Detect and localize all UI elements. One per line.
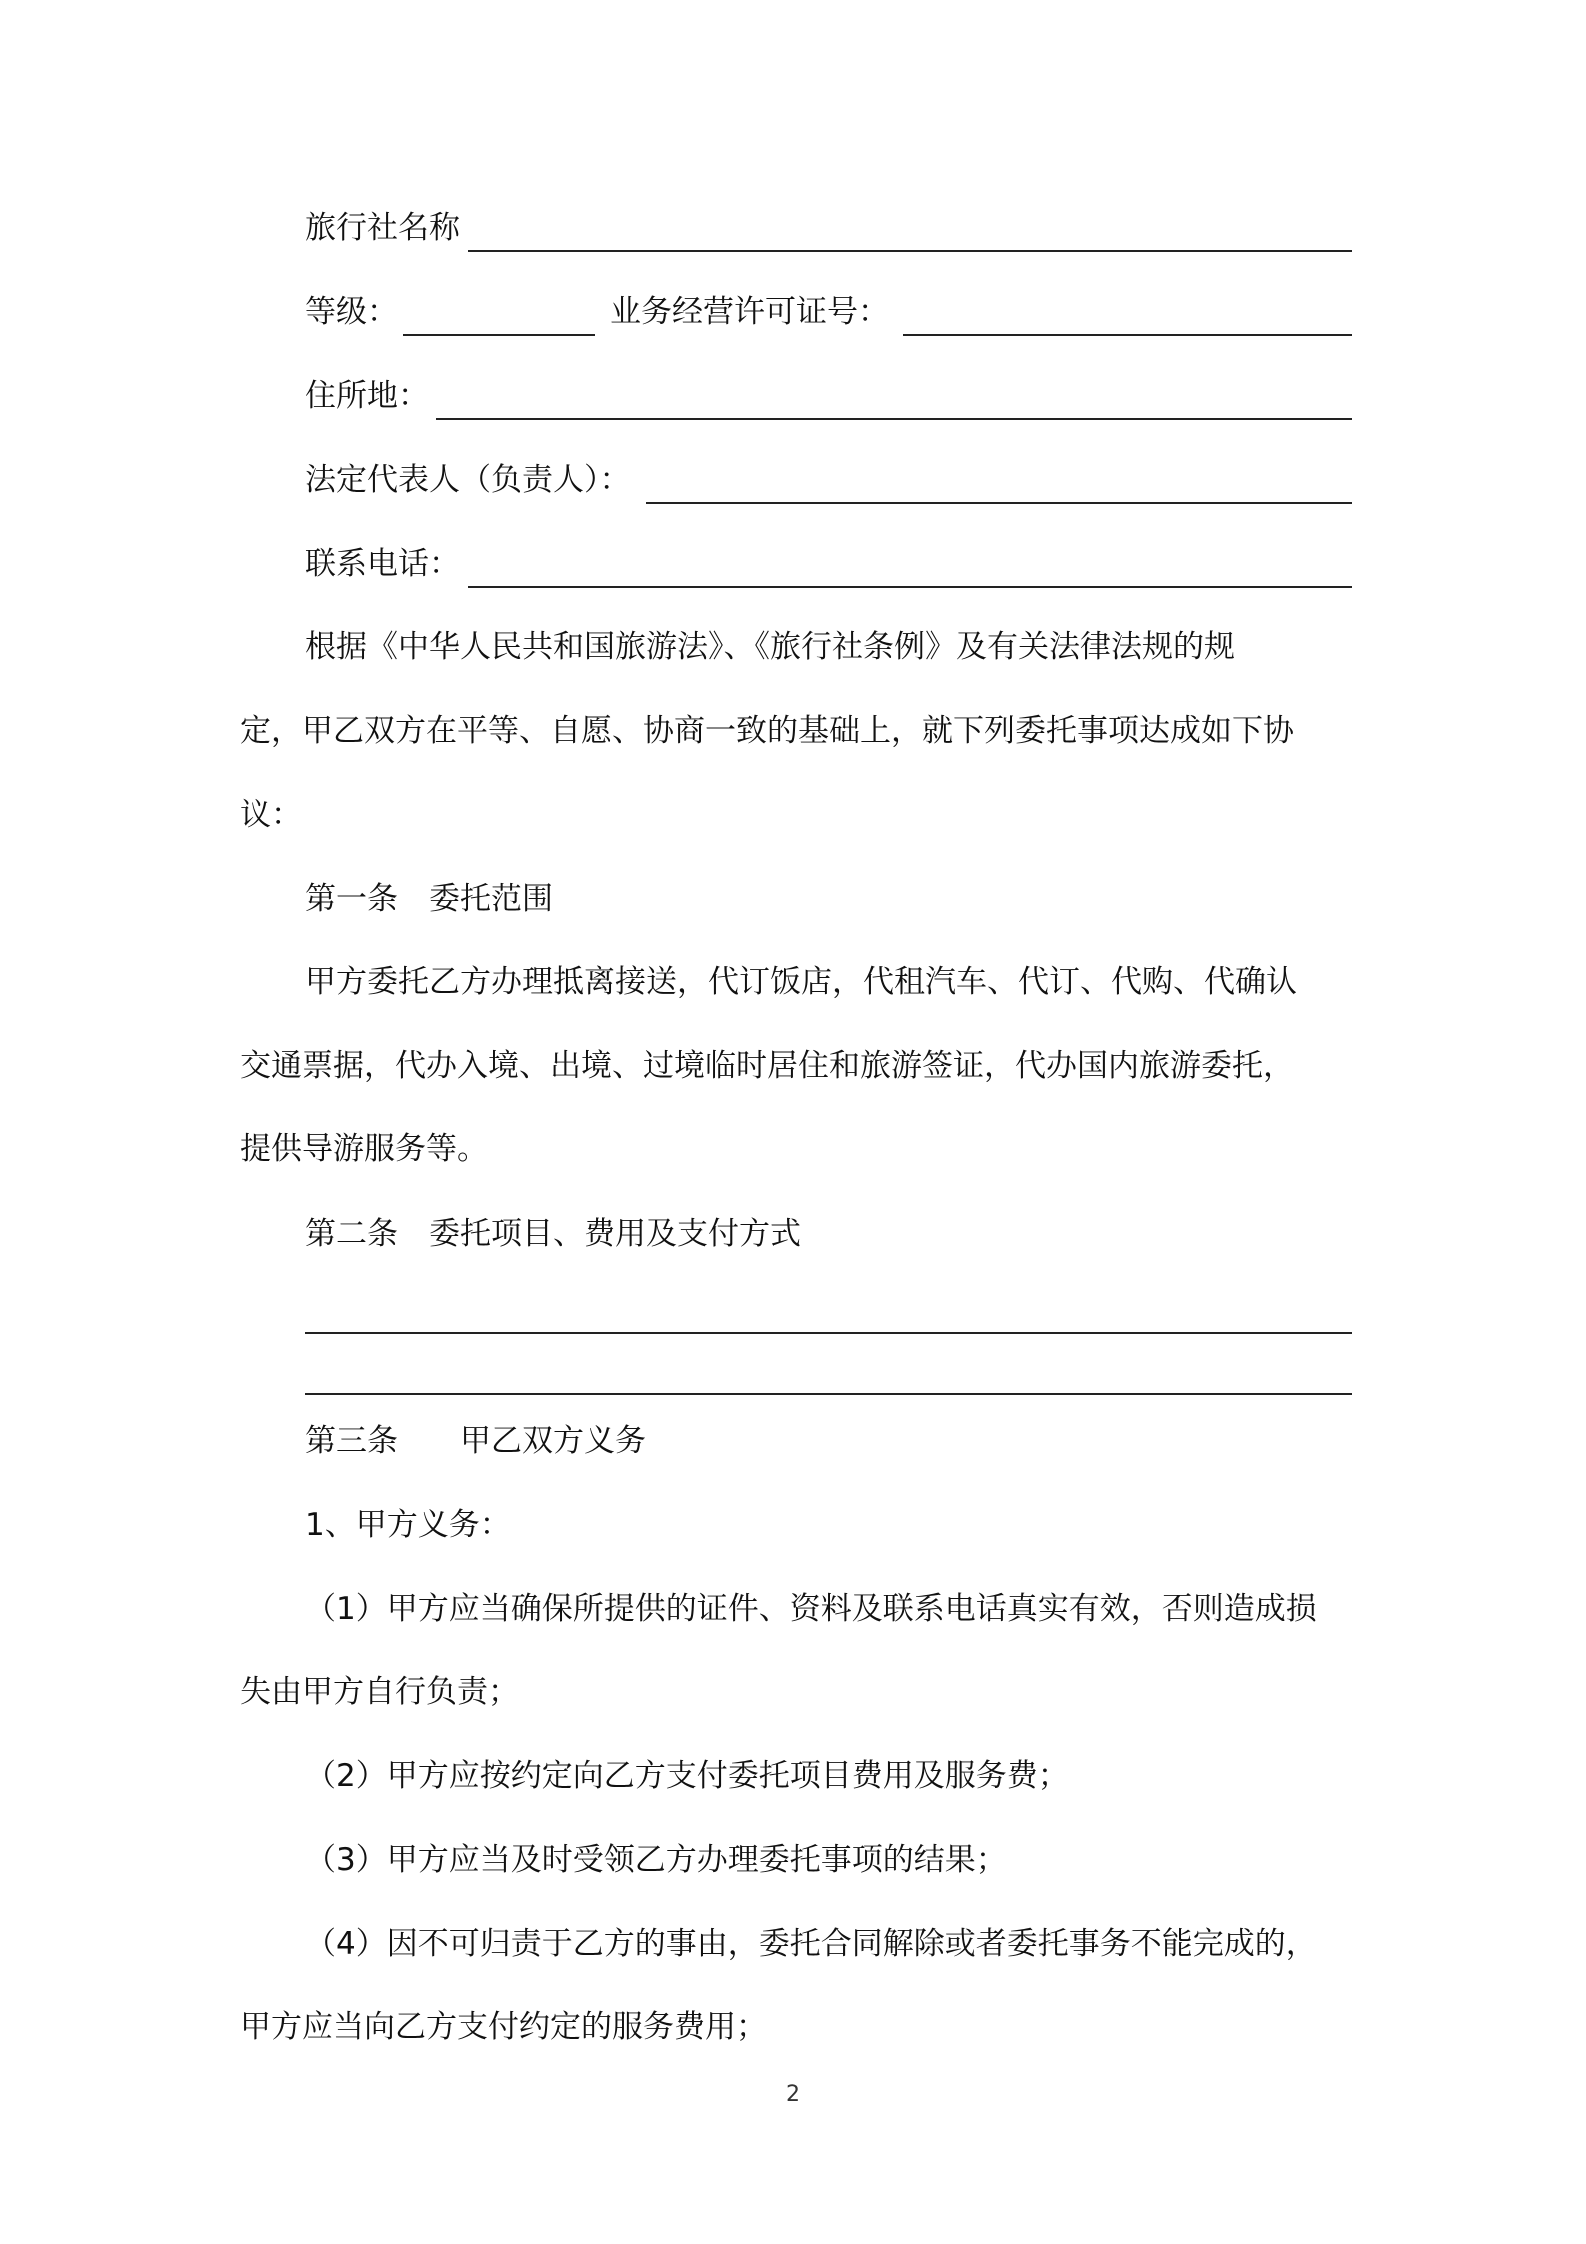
item-2: （2）甲方应按约定向乙方支付委托项目费用及服务费；: [305, 1758, 1069, 1794]
item-1-line-1: （1）甲方应当确保所提供的证件、资料及联系电话真实有效，否则造成损: [305, 1591, 1317, 1627]
legal-rep-blank[interactable]: [646, 502, 1352, 504]
article-2-blank-2[interactable]: [305, 1393, 1352, 1395]
page-number: 2: [786, 2082, 800, 2107]
article-3-heading: 第三条 甲乙双方义务: [305, 1423, 646, 1459]
intro-line-1: 根据《中华人民共和国旅游法》、《旅行社条例》及有关法律法规的规: [305, 629, 1235, 665]
phone-label: 联系电话：: [305, 546, 460, 582]
phone-blank[interactable]: [468, 586, 1352, 588]
party-a-heading: 1、甲方义务：: [305, 1507, 511, 1543]
grade-label: 等级：: [305, 294, 398, 330]
intro-line-3: 议：: [240, 797, 302, 833]
article-1-line-2: 交通票据，代办入境、出境、过境临时居住和旅游签证，代办国内旅游委托，: [240, 1048, 1294, 1084]
agency-name-label: 旅行社名称: [305, 210, 460, 246]
license-blank[interactable]: [903, 334, 1352, 336]
item-4-line-1: （4）因不可归责于乙方的事由，委托合同解除或者委托事务不能完成的，: [305, 1926, 1317, 1962]
intro-line-2: 定，甲乙双方在平等、自愿、协商一致的基础上，就下列委托事项达成如下协: [240, 713, 1294, 749]
article-2-blank-1[interactable]: [305, 1332, 1352, 1334]
grade-blank[interactable]: [403, 334, 595, 336]
article-1-line-1: 甲方委托乙方办理抵离接送，代订饭店，代租汽车、代订、代购、代确认: [305, 964, 1297, 1000]
article-1-heading: 第一条 委托范围: [305, 881, 553, 917]
article-1-line-3: 提供导游服务等。: [240, 1131, 488, 1167]
address-blank[interactable]: [436, 418, 1352, 420]
address-label: 住所地：: [305, 378, 429, 414]
item-3: （3）甲方应当及时受领乙方办理委托事项的结果；: [305, 1842, 1007, 1878]
license-label: 业务经营许可证号：: [610, 294, 889, 330]
item-4-line-2: 甲方应当向乙方支付约定的服务费用；: [240, 2009, 767, 2045]
agency-name-blank[interactable]: [468, 250, 1352, 252]
article-2-heading: 第二条 委托项目、费用及支付方式: [305, 1216, 801, 1252]
legal-rep-label: 法定代表人（负责人）：: [305, 462, 631, 498]
item-1-line-2: 失由甲方自行负责；: [240, 1674, 519, 1710]
